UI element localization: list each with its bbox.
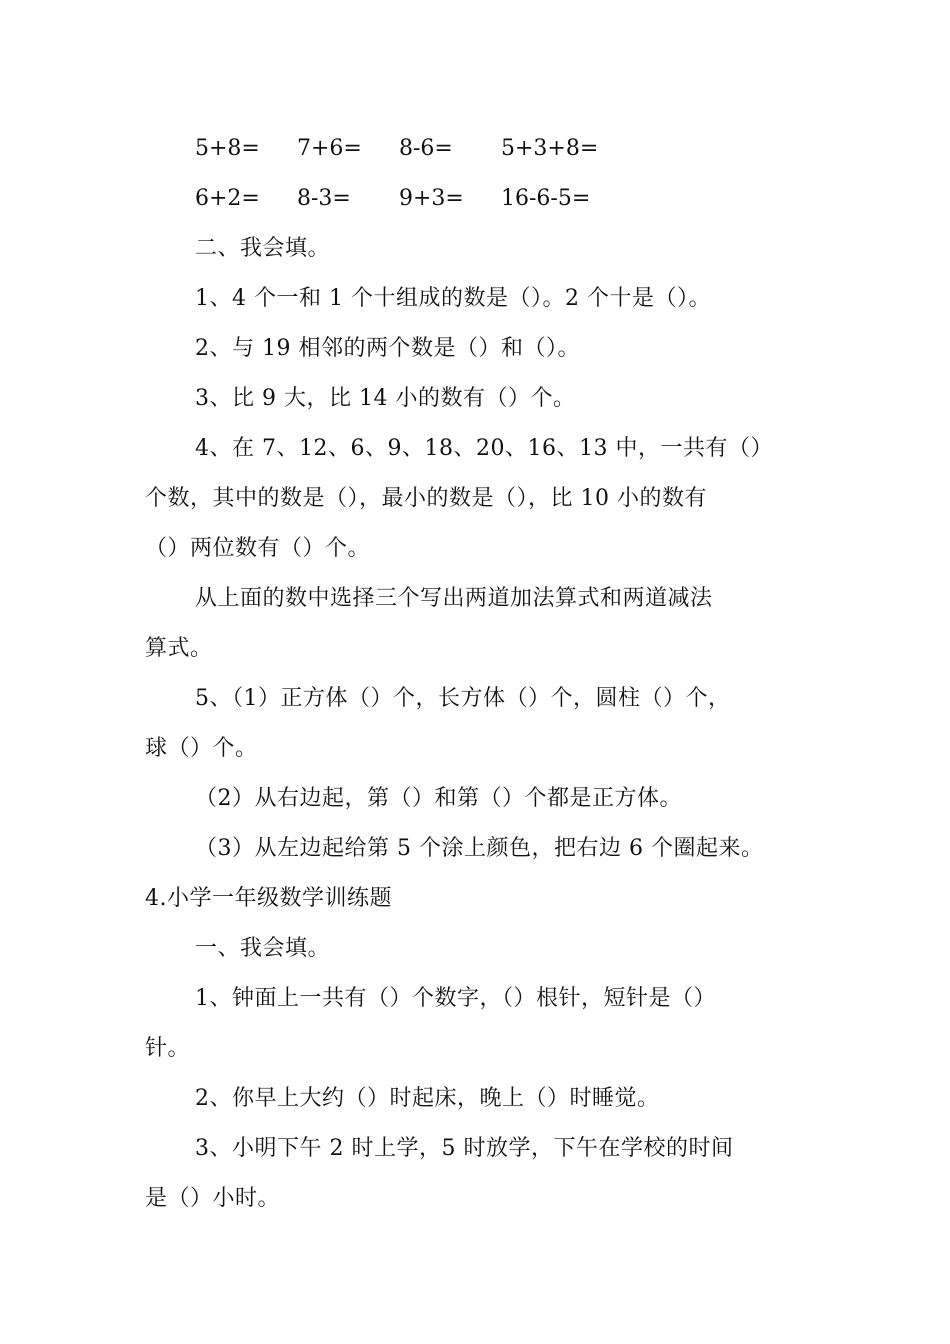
question-5-sub-3: （3）从左边起给第 5 个涂上颜色，把右边 6 个圈起来。 (195, 836, 764, 861)
clock-question-line-2: 针。 (145, 1036, 191, 1061)
equation-r2-c3: 9+3= (399, 186, 464, 211)
question-4-line-3: （）两位数有（）个。 (145, 536, 371, 561)
question-5-line-2: 球（）个。 (145, 736, 258, 761)
equation-r2-c2: 8-3= (297, 186, 351, 211)
wake-sleep-question: 2、你早上大约（）时起床，晚上（）时睡觉。 (195, 1086, 660, 1111)
equation-r1-c4: 5+3+8= (501, 136, 599, 161)
equation-r1-c2: 7+6= (297, 136, 362, 161)
question-1: 1、4 个一和 1 个十组成的数是（）。2 个十是（）。 (195, 286, 711, 311)
question-3: 3、比 9 大，比 14 小的数有（）个。 (195, 386, 576, 411)
section-heading-fill: 二、我会填。 (195, 236, 331, 261)
question-5-sub-2: （2）从右边起，第（）和第（）个都是正方体。 (195, 786, 682, 811)
question-2: 2、与 19 相邻的两个数是（）和（）。 (195, 336, 580, 361)
equation-r2-c4: 16-6-5= (501, 186, 591, 211)
choose-instruction-line-1: 从上面的数中选择三个写出两道加法算式和两道减法 (195, 586, 713, 611)
question-5-line-1: 5、（1）正方体（）个，长方体（）个，圆柱（）个， (195, 686, 731, 711)
equation-r2-c1: 6+2= (195, 186, 260, 211)
section-title: 4.小学一年级数学训练题 (145, 886, 392, 911)
equation-r1-c3: 8-6= (399, 136, 453, 161)
question-4-line-1: 4、在 7、12、6、9、18、20、16、13 中，一共有（） (195, 436, 773, 461)
clock-question-line-1: 1、钟面上一共有（）个数字，（）根针，短针是（） (195, 986, 716, 1011)
equation-r1-c1: 5+8= (195, 136, 260, 161)
school-time-question-line-2: 是（）小时。 (145, 1186, 281, 1211)
choose-instruction-line-2: 算式。 (145, 636, 213, 661)
school-time-question-line-1: 3、小明下午 2 时上学，5 时放学，下午在学校的时间 (195, 1136, 734, 1161)
section-heading-fill-2: 一、我会填。 (195, 936, 331, 961)
question-4-line-2: 个数，其中的数是（），最小的数是（），比 10 小的数有 (145, 486, 707, 511)
